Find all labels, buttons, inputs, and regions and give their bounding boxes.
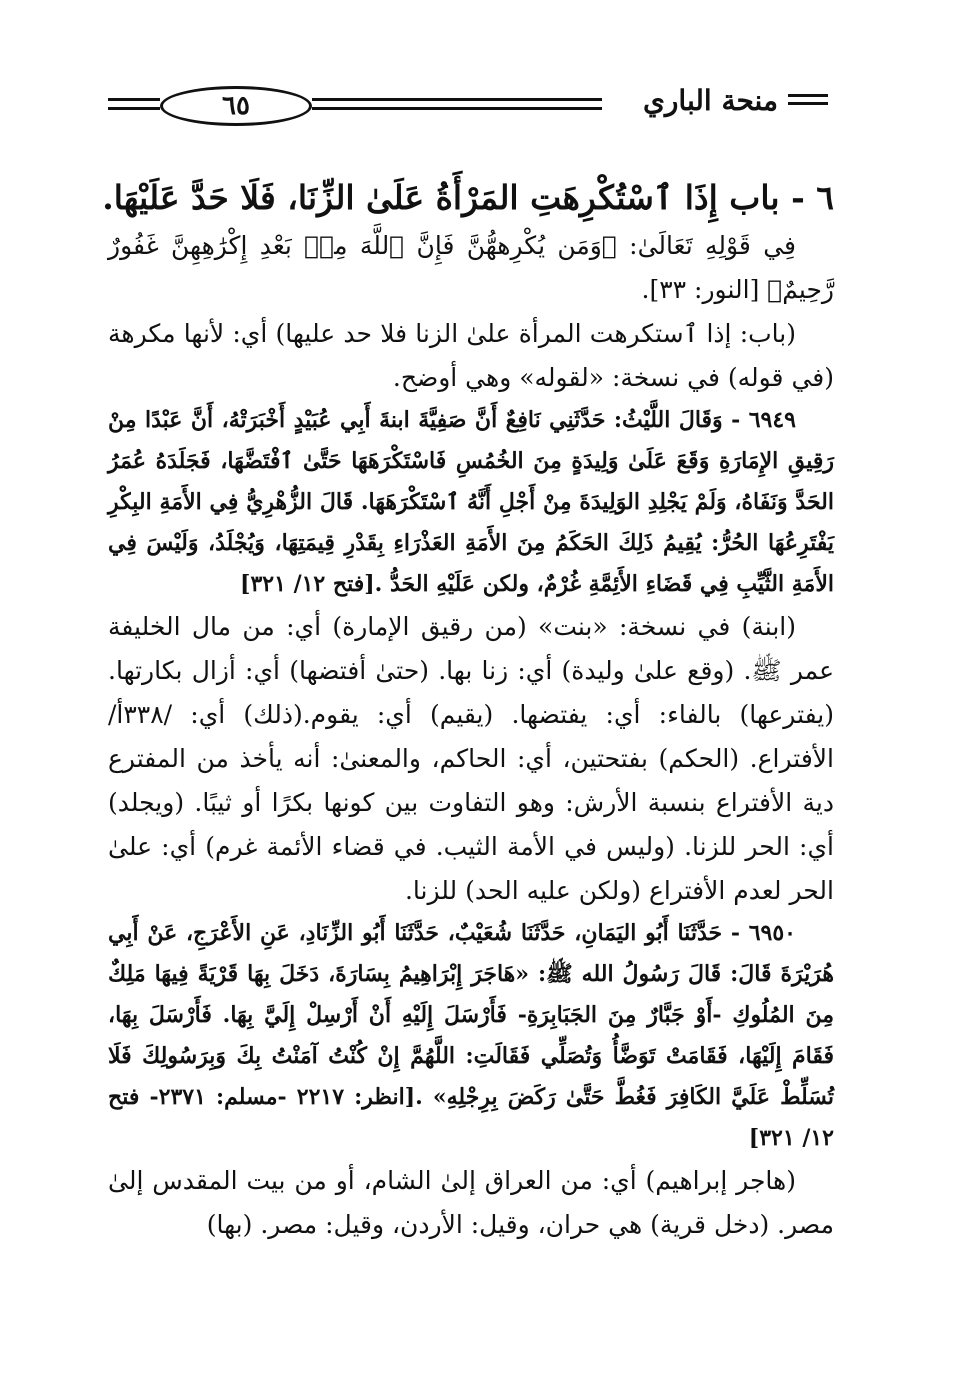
chapter-heading: ٦ - باب إِذَا ٱسْتُكْرِهَتِ المَرْأَةُ عَلَىٰ الزِّنَا، فَلَا حَدَّ عَلَيْهَا. (102, 178, 834, 217)
quran-verse: فِي قَوْلِهِ تَعَالَىٰ: ﴿وَمَن يُكْرِههُّنَّ فَإِنَّ ٱللَّهَ مِنۢ بَعْدِ إِكْرَٰهِهِنَّ غَفُورٌ رَّحِيمٌ﴾ [النور: ٣٣]. (108, 231, 834, 304)
page-body (102, 172, 834, 1247)
header-rule-left (108, 98, 160, 101)
page-header (108, 80, 828, 132)
running-title: منحة الباري (642, 84, 778, 117)
page-number (160, 86, 312, 126)
commentary-paragraph: (باب: إذا ٱستكرهت المرأة علىٰ الزنا فلا حد عليها) أي: لأنها مكرهة (في قوله) في نسخة: «لقوله» وهي أوضح. (108, 319, 834, 392)
hadith-text: ٦٩٥٠ - حَدَّثَنَا أَبُو اليَمَانِ، حَدَّثَنَا شُعَيْبٌ، حَدَّثَنَا أَبُو الزِّنَادِ، عَنِ الأَعْرَجِ، عَنْ أَبِي هُرَيْرَةَ قَالَ: قَالَ رَسُولُ الله ﷺ: «هَاجَرَ إِبْرَاهِيمُ بِسَارَةَ، دَخَلَ بِهَا قَرْيَةً فِيهَا مَلِكٌ مِنَ المُلُوكِ -أَوْ جَبَّارٌ مِنَ الجَبَابِرَةِ- فَأَرْسَلَ إِلَيْهِ أَنْ أَرْسِلْ إِلَيَّ بِهَا. فَأَرْسَلَ بِهَا، فَقَامَ إِلَيْهَا، فَقَامَتْ تَوَضَّأُ وَتُصَلِّي فَقَالَتِ: اللَّهُمَّ إِنْ كُنْتُ آمَنْتُ بِكَ وَبِرَسُولِكَ فَلَا تُسَلِّطْ عَلَيَّ الكَافِرَ فَغُطَّ حَتَّىٰ رَكَضَ بِرِجْلِهِ» .[انظر: ٢٢١٧ -مسلم: ٢٣٧١- فتح ١٢/ ٣٢١] (108, 920, 834, 1151)
header-rule-middle (312, 98, 602, 101)
header-rule-middle (312, 107, 602, 110)
header-rule-right (788, 102, 828, 105)
page-number-text: ٦٥ (222, 91, 250, 121)
header-rule-left (108, 107, 160, 110)
hadith-text: ٦٩٤٩ - وَقَالَ اللَّيْثُ: حَدَّثَنِي نَافِعٌ أَنَّ صَفِيَّةَ ابنةَ أَبِي عُبَيْدٍ أَخْبَرَتْهُ، أَنَّ عَبْدًا مِنْ رَقِيقِ الإِمَارَةِ وَقَعَ عَلَىٰ وَلِيدَةٍ مِنَ الخُمُسِ فَاسْتَكْرَهَهَا حَتَّىٰ ٱفْتَضَّهَا، فَجَلَدَهُ عُمَرُ الحَدَّ وَنَفَاهُ، وَلَمْ يَجْلِدِ الوَلِيدَةَ مِنْ أَجْلِ أَنَّهُ ٱسْتَكْرَهَهَا. قَالَ الزُّهْرِيُّ فِي الأَمَةِ البِكْرِ يَفْتَرِعُهَا الحُرُّ: يُقِيمُ ذَلِكَ الحَكَمُ مِنَ الأَمَةِ العَذْرَاءِ بِقَدْرِ قِيمَتِهَا، وَيُجْلَدُ، وَلَيْسَ فِي الأَمَةِ الثَّيِّبِ فِي قَضَاءِ الأَئِمَّةِ غُرْمٌ، ولكن عَلَيْهِ الحَدُّ .[فتح ١٢/ ٣٢١] (108, 407, 834, 597)
commentary-paragraph: (ابنة) في نسخة: «بنت» (من رقيق الإمارة) أي: من مال الخليفة عمر ﷺ. (وقع علىٰ وليدة) أي: زنا بها. (حتىٰ أفتضها) أي: أزال بكارتها. (يفترعها) بالفاء: أي: يفتضها. (يقيم) أي: يقوم.(ذلك) أي: /٣٣٨أ/ الأفتراع. (الحكم) بفتحتين، أي: الحاكم، والمعنىٰ: أنه يأخذ من المفترع دية الأفتراع بنسبة الأرش: وهو التفاوت بين كونها بكرًا أو ثيبًا. (ويجلد) أي: الحر للزنا. (وليس في الأمة الثيب. في قضاء الأئمة غرم) أي: علىٰ الحر لعدم الأفتراع (ولكن عليه الحد) للزنا. (108, 612, 834, 905)
commentary-paragraph: (هاجر إبراهيم) أي: من العراق إلىٰ الشام، أو من بيت المقدس إلىٰ مصر. (دخل قرية) هي حران، وقيل: الأردن، وقيل: مصر. (بها) (108, 1166, 834, 1239)
header-rule-right (788, 94, 828, 97)
